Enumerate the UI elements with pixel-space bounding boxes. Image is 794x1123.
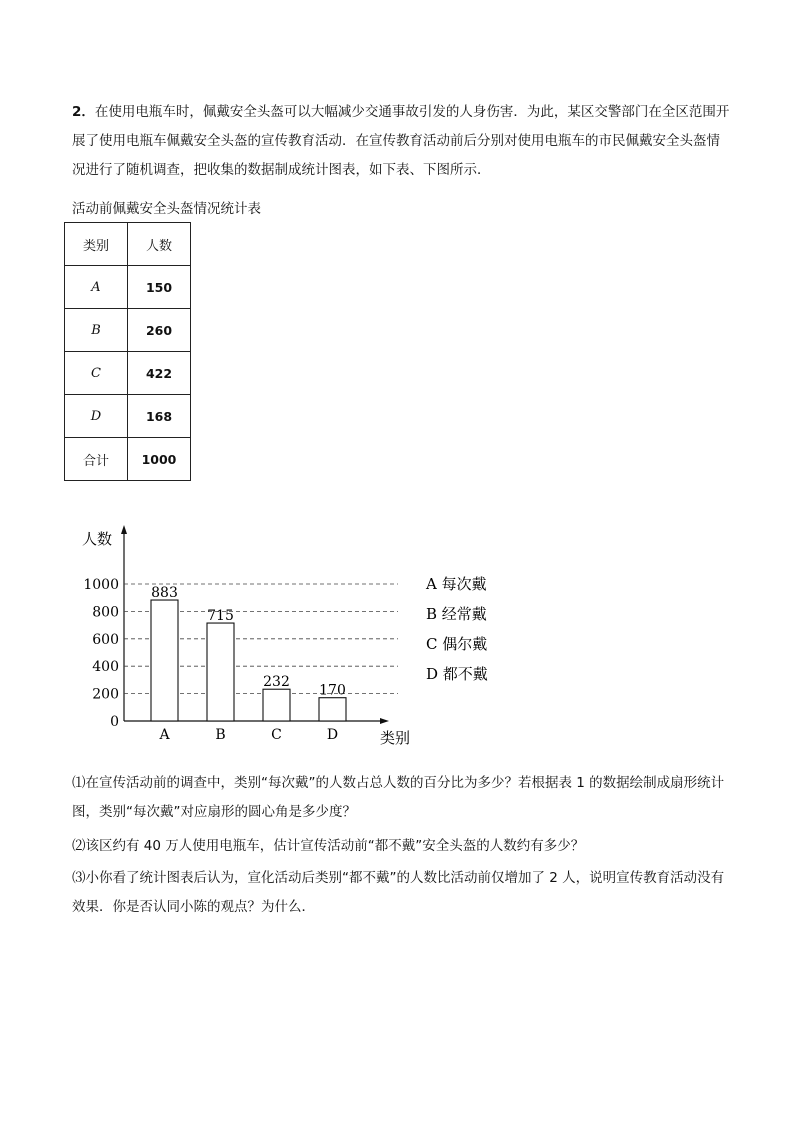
- table-row: [65, 352, 191, 395]
- legend-entry: A 每次戴: [426, 575, 487, 593]
- table-cell-category: B: [65, 309, 128, 352]
- y-tick-label: 800: [92, 604, 119, 621]
- x-tick-label: A: [159, 727, 170, 743]
- table-title: 活动前佩戴安全头盔情况统计表: [72, 201, 261, 217]
- table-total-label: 合计: [65, 438, 128, 481]
- x-axis-label: 类别: [380, 729, 411, 747]
- y-tick-label: 600: [92, 631, 119, 648]
- table-cell-category: C: [65, 352, 128, 395]
- table-row: [65, 266, 191, 309]
- data-label: 883: [151, 585, 178, 602]
- y-tick-label: 400: [92, 659, 119, 676]
- question-2: ⑵该区约有 40 万人使用电瓶车，估计宣传活动前“都不戴”安全头盔的人数约有多少？: [72, 838, 585, 854]
- problem-text: [72, 98, 732, 185]
- y-tick-label: 200: [92, 686, 119, 703]
- problem-body: 在使用电瓶车时，佩戴安全头盔可以大幅减少交通事故引发的人身伤害．为此，某区交警部门在全区范围开展了使用电瓶车佩戴安全头盔的宣传教育活动．在宣传教育活动前后分别对使用电瓶车的市民佩戴安全头盔情况进行了随机调查，把收集的数据制成统计图表，如下表、下图所示．: [72, 104, 730, 178]
- bar: [319, 698, 346, 721]
- data-label: 715: [207, 608, 234, 625]
- table-header-category: 类别: [65, 223, 128, 266]
- x-axis-arrow: [380, 718, 389, 724]
- table-cell-count: 422: [128, 352, 191, 395]
- x-tick-label: C: [271, 727, 282, 743]
- stats-table: [64, 222, 191, 481]
- table-cell-count: 168: [128, 395, 191, 438]
- bar: [263, 689, 290, 721]
- question-1: ⑴在宣传活动前的调查中，类别“每次戴”的人数占总人数的百分比为多少？若根据表 1 的数据绘制成扇形统计图，类别“每次戴”对应扇形的圆心角是多少度？: [72, 775, 725, 820]
- table-cell-category: A: [65, 266, 128, 309]
- legend-entry: D 都不戴: [426, 665, 488, 683]
- legend-entry: B 经常戴: [426, 605, 487, 623]
- y-tick-label: 0: [110, 714, 119, 730]
- y-tick-label: 1000: [83, 577, 119, 593]
- bar: [151, 600, 178, 721]
- table-header-count: 人数: [128, 223, 191, 266]
- table-cell-count: 260: [128, 309, 191, 352]
- x-tick-label: B: [215, 727, 226, 743]
- bar: [207, 623, 234, 721]
- legend-entry: C 偶尔戴: [426, 635, 488, 653]
- table-total-value: 1000: [128, 438, 191, 481]
- table-cell-count: 150: [128, 266, 191, 309]
- y-axis-label: 人数: [82, 530, 113, 548]
- table-cell-category: D: [65, 395, 128, 438]
- data-label: 232: [263, 674, 290, 691]
- data-label: 170: [319, 682, 346, 699]
- question-3: ⑶小你看了统计图表后认为，宣化活动后类别“都不戴”的人数比活动前仅增加了 2 人，说明宣传教育活动没有效果．你是否认同小陈的观点？为什么．: [72, 870, 725, 915]
- table-header-row: [65, 223, 191, 266]
- problem-number: 2．: [72, 104, 95, 120]
- bar-chart: [80, 520, 520, 755]
- table-row: [65, 395, 191, 438]
- table-total-row: [65, 438, 191, 481]
- table-row: [65, 309, 191, 352]
- x-tick-label: D: [326, 727, 339, 743]
- y-axis-arrow: [121, 525, 127, 534]
